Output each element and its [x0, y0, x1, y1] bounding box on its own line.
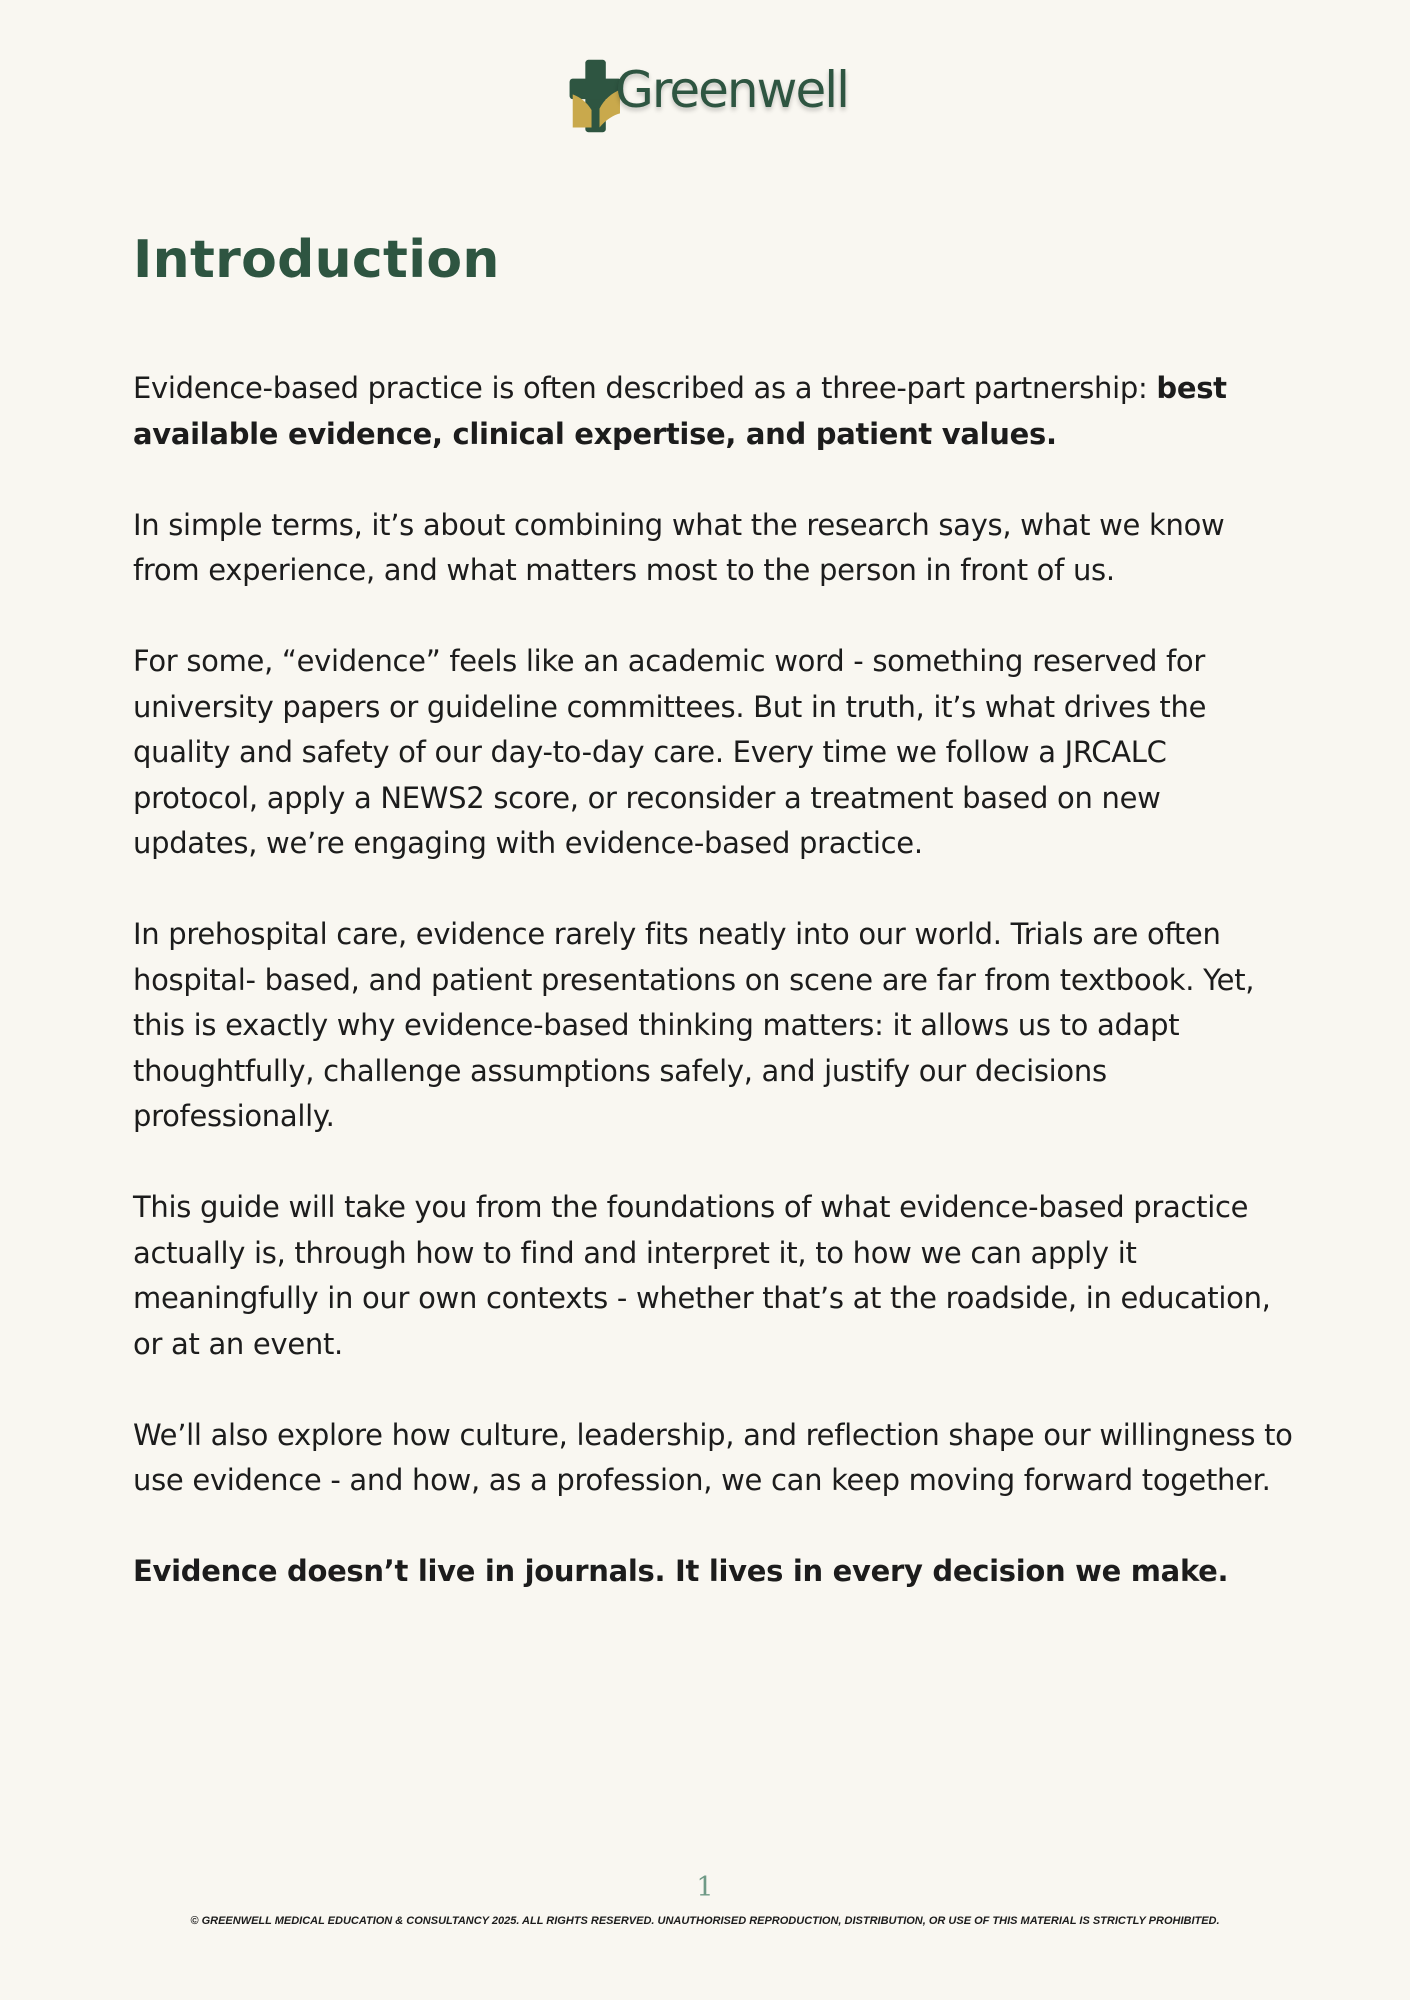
page-number: 1	[696, 1872, 714, 1903]
copyright-notice: © GREENWELL MEDICAL EDUCATION & CONSULTANCY 2025. ALL RIGHTS RESERVED. UNAUTHORISED REPRODUCTION, DISTRIBUTION, OR USE OF THIS MATERIAL IS STRICTLY PROHIBITED.	[190, 1915, 1220, 1927]
paragraph-2: In simple terms, it’s about combining what the research says, what we know from experience, and what matters most to the person in front of us.	[133, 507, 1225, 587]
logo-wordmark: Greenwell	[615, 61, 848, 119]
paragraph-4: In prehospital care, evidence rarely fits neatly into our world. Trials are often hospital- based, and patient presentations on scene are far from textbook. Yet, this is exactly why evidence-based thinking matters: it allows us to adapt thoughtfully, challenge assumptions safely, and justify our decisions professionally.	[133, 917, 1255, 1133]
greenwell-logo	[568, 48, 848, 144]
closing-statement	[133, 1549, 1293, 1595]
paragraph-1-text: Evidence-based practice is often described as a three-part partnership:	[133, 371, 1157, 405]
body-text	[133, 366, 1293, 1640]
paragraph-1-bold: best available evidence, clinical expertise, and patient values.	[133, 371, 1227, 451]
paragraph-5: This guide will take you from the foundations of what evidence-based practice actually is, through how to find and interpret it, to how we can apply it meaningfully in our own contexts - whether that’s at the roadside, in education, or at an event.	[133, 1190, 1271, 1361]
paragraph-1	[133, 366, 1293, 457]
page-title: Introduction	[133, 230, 500, 290]
closing-statement-bold: Evidence doesn’t live in journals. It lives in every decision we make.	[133, 1554, 1229, 1588]
paragraph-3: For some, “evidence” feels like an academic word - something reserved for university papers or guideline committees. But in truth, it’s what drives the quality and safety of our day-to-day care. Every time we follow a JRCALC protocol, apply a NEWS2 score, or reconsider a treatment based on new updates, we’re engaging with evidence-based practice.	[133, 644, 1207, 860]
paragraph-6: We’ll also explore how culture, leadership, and reflection shape our willingness to use evidence - and how, as a profession, we can keep moving forward together.	[133, 1417, 1293, 1497]
